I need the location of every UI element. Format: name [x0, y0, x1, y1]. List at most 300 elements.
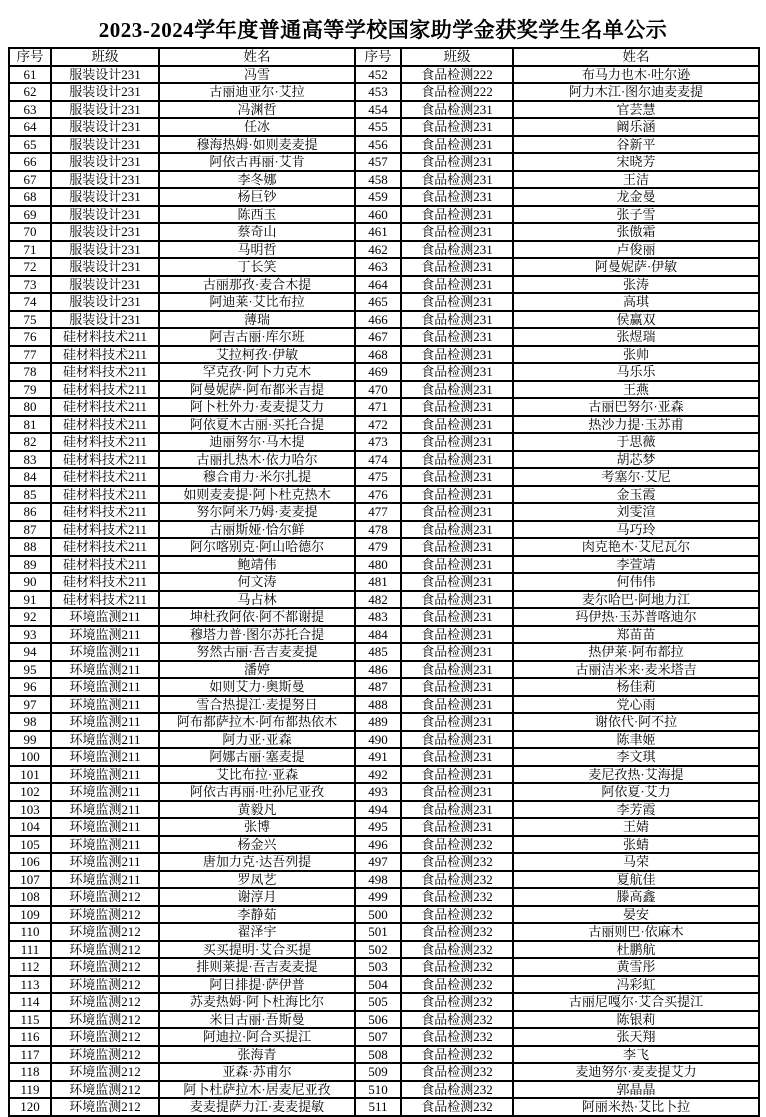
serial-cell: 489 — [355, 713, 401, 731]
serial-cell: 458 — [355, 171, 401, 189]
class-cell: 食品检测231 — [401, 328, 513, 346]
name-cell: 张蜻 — [513, 836, 759, 854]
class-cell: 环境监测212 — [51, 958, 159, 976]
serial-cell: 105 — [9, 836, 51, 854]
serial-cell: 91 — [9, 591, 51, 609]
serial-cell: 460 — [355, 206, 401, 224]
name-cell: 高琪 — [513, 293, 759, 311]
class-cell: 环境监测212 — [51, 993, 159, 1011]
name-cell: 李文琪 — [513, 748, 759, 766]
serial-cell: 455 — [355, 118, 401, 136]
class-cell: 硅材料技术211 — [51, 346, 159, 364]
name-cell: 迪丽努尔·马木提 — [159, 433, 355, 451]
class-cell: 食品检测231 — [401, 783, 513, 801]
class-cell: 食品检测231 — [401, 661, 513, 679]
column-header-class-right: 班级 — [401, 48, 513, 66]
class-cell: 服装设计231 — [51, 136, 159, 154]
class-cell: 食品检测231 — [401, 626, 513, 644]
class-cell: 食品检测231 — [401, 241, 513, 259]
table-row — [9, 573, 759, 591]
name-cell: 麦麦提萨力江·麦麦提敏 — [159, 1098, 355, 1116]
name-cell: 党心雨 — [513, 696, 759, 714]
class-cell: 环境监测212 — [51, 906, 159, 924]
class-cell: 食品检测231 — [401, 696, 513, 714]
table-row — [9, 468, 759, 486]
name-cell: 罗凤艺 — [159, 871, 355, 889]
table-row — [9, 223, 759, 241]
name-cell: 马荣 — [513, 853, 759, 871]
class-cell: 环境监测211 — [51, 608, 159, 626]
name-cell: 李冬娜 — [159, 171, 355, 189]
serial-cell: 501 — [355, 923, 401, 941]
name-cell: 杨金兴 — [159, 836, 355, 854]
class-cell: 硅材料技术211 — [51, 451, 159, 469]
name-cell: 谷新平 — [513, 136, 759, 154]
serial-cell: 475 — [355, 468, 401, 486]
page-title: 2023-2024学年度普通高等学校国家助学金获奖学生名单公示 — [98, 18, 668, 42]
table-row — [9, 258, 759, 276]
serial-cell: 70 — [9, 223, 51, 241]
name-cell: 马占林 — [159, 591, 355, 609]
class-cell: 食品检测231 — [401, 311, 513, 329]
table-row — [9, 748, 759, 766]
table-row — [9, 521, 759, 539]
serial-cell: 108 — [9, 888, 51, 906]
serial-cell: 101 — [9, 766, 51, 784]
table-row — [9, 311, 759, 329]
serial-cell: 82 — [9, 433, 51, 451]
class-cell: 环境监测211 — [51, 766, 159, 784]
name-cell: 宋晓芳 — [513, 153, 759, 171]
class-cell: 环境监测211 — [51, 643, 159, 661]
serial-cell: 90 — [9, 573, 51, 591]
name-cell: 阿力木江·图尔迪麦麦提 — [513, 83, 759, 101]
table-row — [9, 731, 759, 749]
class-cell: 食品检测232 — [401, 1028, 513, 1046]
serial-cell: 491 — [355, 748, 401, 766]
name-cell: 马乐乐 — [513, 363, 759, 381]
table-row — [9, 713, 759, 731]
class-cell: 食品检测231 — [401, 346, 513, 364]
table-row — [9, 888, 759, 906]
class-cell: 食品检测231 — [401, 801, 513, 819]
column-header-name-left: 姓名 — [159, 48, 355, 66]
name-cell: 王燕 — [513, 381, 759, 399]
name-cell: 郭晶晶 — [513, 1081, 759, 1099]
class-cell: 食品检测232 — [401, 1046, 513, 1064]
table-row — [9, 871, 759, 889]
serial-cell: 106 — [9, 853, 51, 871]
serial-cell: 504 — [355, 976, 401, 994]
class-cell: 环境监测211 — [51, 871, 159, 889]
table-row — [9, 276, 759, 294]
serial-cell: 468 — [355, 346, 401, 364]
class-cell: 食品检测231 — [401, 766, 513, 784]
serial-cell: 118 — [9, 1063, 51, 1081]
table-row — [9, 206, 759, 224]
name-cell: 李芳霞 — [513, 801, 759, 819]
scholarship-table — [8, 47, 760, 1117]
serial-cell: 454 — [355, 101, 401, 119]
name-cell: 麦迪努尔·麦麦提艾力 — [513, 1063, 759, 1081]
class-cell: 食品检测231 — [401, 468, 513, 486]
serial-cell: 498 — [355, 871, 401, 889]
table-row — [9, 993, 759, 1011]
serial-cell: 102 — [9, 783, 51, 801]
name-cell: 麦尼孜热·艾海提 — [513, 766, 759, 784]
table-row — [9, 906, 759, 924]
serial-cell: 476 — [355, 486, 401, 504]
serial-cell: 68 — [9, 188, 51, 206]
name-cell: 鲍靖伟 — [159, 556, 355, 574]
serial-cell: 92 — [9, 608, 51, 626]
class-cell: 服装设计231 — [51, 171, 159, 189]
serial-cell: 508 — [355, 1046, 401, 1064]
name-cell: 阿曼妮萨·伊敏 — [513, 258, 759, 276]
serial-cell: 471 — [355, 398, 401, 416]
table-row — [9, 101, 759, 119]
class-cell: 食品检测231 — [401, 643, 513, 661]
name-cell: 张海青 — [159, 1046, 355, 1064]
class-cell: 环境监测212 — [51, 1046, 159, 1064]
table-row — [9, 1081, 759, 1099]
serial-cell: 507 — [355, 1028, 401, 1046]
serial-cell: 98 — [9, 713, 51, 731]
class-cell: 食品检测231 — [401, 731, 513, 749]
class-cell: 环境监测212 — [51, 888, 159, 906]
serial-cell: 474 — [355, 451, 401, 469]
serial-cell: 110 — [9, 923, 51, 941]
table-row — [9, 941, 759, 959]
name-cell: 麦尔哈巴·阿地力江 — [513, 591, 759, 609]
name-cell: 亚森·苏甫尔 — [159, 1063, 355, 1081]
name-cell: 阿依古再丽·艾肯 — [159, 153, 355, 171]
serial-cell: 499 — [355, 888, 401, 906]
class-cell: 食品检测231 — [401, 101, 513, 119]
serial-cell: 466 — [355, 311, 401, 329]
serial-cell: 86 — [9, 503, 51, 521]
class-cell: 环境监测211 — [51, 713, 159, 731]
table-row — [9, 136, 759, 154]
serial-cell: 96 — [9, 678, 51, 696]
serial-cell: 84 — [9, 468, 51, 486]
serial-cell: 511 — [355, 1098, 401, 1116]
serial-cell: 76 — [9, 328, 51, 346]
serial-cell: 111 — [9, 941, 51, 959]
name-cell: 潘婷 — [159, 661, 355, 679]
column-header-name-right: 姓名 — [513, 48, 759, 66]
class-cell: 食品检测232 — [401, 923, 513, 941]
name-cell: 黄毅凡 — [159, 801, 355, 819]
serial-cell: 119 — [9, 1081, 51, 1099]
name-cell: 如则艾力·奥斯曼 — [159, 678, 355, 696]
serial-cell: 78 — [9, 363, 51, 381]
class-cell: 环境监测212 — [51, 941, 159, 959]
name-cell: 陈聿姬 — [513, 731, 759, 749]
class-cell: 硅材料技术211 — [51, 328, 159, 346]
class-cell: 食品检测231 — [401, 591, 513, 609]
name-cell: 刘雯渲 — [513, 503, 759, 521]
serial-cell: 485 — [355, 643, 401, 661]
name-cell: 张天翔 — [513, 1028, 759, 1046]
table-row — [9, 1063, 759, 1081]
name-cell: 阚乐涵 — [513, 118, 759, 136]
class-cell: 服装设计231 — [51, 153, 159, 171]
name-cell: 卢俊丽 — [513, 241, 759, 259]
serial-cell: 113 — [9, 976, 51, 994]
serial-cell: 464 — [355, 276, 401, 294]
serial-cell: 61 — [9, 66, 51, 84]
header-row — [9, 48, 759, 66]
table-row — [9, 416, 759, 434]
table-row — [9, 381, 759, 399]
class-cell: 食品检测231 — [401, 748, 513, 766]
table-row — [9, 783, 759, 801]
serial-cell: 117 — [9, 1046, 51, 1064]
name-cell: 晏安 — [513, 906, 759, 924]
class-cell: 食品检测231 — [401, 293, 513, 311]
table-row — [9, 556, 759, 574]
serial-cell: 74 — [9, 293, 51, 311]
class-cell: 环境监测211 — [51, 783, 159, 801]
serial-cell: 477 — [355, 503, 401, 521]
table-row — [9, 503, 759, 521]
serial-cell: 509 — [355, 1063, 401, 1081]
class-cell: 环境监测211 — [51, 748, 159, 766]
class-cell: 环境监测212 — [51, 923, 159, 941]
class-cell: 食品检测232 — [401, 993, 513, 1011]
table-row — [9, 328, 759, 346]
class-cell: 服装设计231 — [51, 223, 159, 241]
name-cell: 丁长笑 — [159, 258, 355, 276]
serial-cell: 496 — [355, 836, 401, 854]
class-cell: 环境监测211 — [51, 853, 159, 871]
class-cell: 食品检测231 — [401, 381, 513, 399]
serial-cell: 79 — [9, 381, 51, 399]
class-cell: 硅材料技术211 — [51, 521, 159, 539]
table-row — [9, 836, 759, 854]
serial-cell: 83 — [9, 451, 51, 469]
name-cell: 雪合热提江·麦提努日 — [159, 696, 355, 714]
serial-cell: 104 — [9, 818, 51, 836]
class-cell: 环境监测211 — [51, 836, 159, 854]
name-cell: 杨佳莉 — [513, 678, 759, 696]
serial-cell: 462 — [355, 241, 401, 259]
name-cell: 阿尔喀别克·阿山哈德尔 — [159, 538, 355, 556]
table-row — [9, 1098, 759, 1116]
name-cell: 李飞 — [513, 1046, 759, 1064]
name-cell: 古丽巴努尔·亚森 — [513, 398, 759, 416]
class-cell: 食品检测232 — [401, 941, 513, 959]
class-cell: 食品检测232 — [401, 836, 513, 854]
class-cell: 食品检测222 — [401, 66, 513, 84]
name-cell: 官芸慧 — [513, 101, 759, 119]
name-cell: 坤杜孜阿依·阿不都谢提 — [159, 608, 355, 626]
table-row — [9, 661, 759, 679]
serial-cell: 493 — [355, 783, 401, 801]
table-row — [9, 363, 759, 381]
name-cell: 马明哲 — [159, 241, 355, 259]
serial-cell: 69 — [9, 206, 51, 224]
name-cell: 张博 — [159, 818, 355, 836]
class-cell: 环境监测211 — [51, 818, 159, 836]
name-cell: 古丽扎热木·依力哈尔 — [159, 451, 355, 469]
name-cell: 热伊莱·阿布都拉 — [513, 643, 759, 661]
serial-cell: 114 — [9, 993, 51, 1011]
table-body — [9, 66, 759, 1116]
serial-cell: 95 — [9, 661, 51, 679]
class-cell: 环境监测212 — [51, 976, 159, 994]
class-cell: 食品检测231 — [401, 363, 513, 381]
class-cell: 食品检测231 — [401, 538, 513, 556]
name-cell: 王洁 — [513, 171, 759, 189]
serial-cell: 88 — [9, 538, 51, 556]
class-cell: 环境监测211 — [51, 696, 159, 714]
name-cell: 冯雪 — [159, 66, 355, 84]
serial-cell: 112 — [9, 958, 51, 976]
serial-cell: 472 — [355, 416, 401, 434]
serial-cell: 66 — [9, 153, 51, 171]
class-cell: 环境监测211 — [51, 626, 159, 644]
name-cell: 夏航佳 — [513, 871, 759, 889]
class-cell: 环境监测211 — [51, 661, 159, 679]
table-row — [9, 433, 759, 451]
class-cell: 食品检测231 — [401, 573, 513, 591]
column-header-class-left: 班级 — [51, 48, 159, 66]
name-cell: 排则莱提·吾吉麦麦提 — [159, 958, 355, 976]
class-cell: 食品检测231 — [401, 713, 513, 731]
table-row — [9, 293, 759, 311]
name-cell: 古丽洁米来·麦米塔吉 — [513, 661, 759, 679]
table-row — [9, 696, 759, 714]
serial-cell: 89 — [9, 556, 51, 574]
name-cell: 郑苗苗 — [513, 626, 759, 644]
serial-cell: 62 — [9, 83, 51, 101]
table-row — [9, 346, 759, 364]
name-cell: 张涛 — [513, 276, 759, 294]
table-row — [9, 766, 759, 784]
name-cell: 热沙力提·玉苏甫 — [513, 416, 759, 434]
name-cell: 阿力亚·亚森 — [159, 731, 355, 749]
table-row — [9, 66, 759, 84]
table-row — [9, 241, 759, 259]
serial-cell: 456 — [355, 136, 401, 154]
class-cell: 食品检测231 — [401, 451, 513, 469]
serial-cell: 492 — [355, 766, 401, 784]
table-row — [9, 188, 759, 206]
name-cell: 任冰 — [159, 118, 355, 136]
serial-cell: 97 — [9, 696, 51, 714]
serial-cell: 465 — [355, 293, 401, 311]
name-cell: 古丽则巴·依麻木 — [513, 923, 759, 941]
serial-cell: 93 — [9, 626, 51, 644]
name-cell: 阿吉古丽·库尔班 — [159, 328, 355, 346]
name-cell: 阿娜古丽·塞麦提 — [159, 748, 355, 766]
name-cell: 滕高鑫 — [513, 888, 759, 906]
table-row — [9, 398, 759, 416]
class-cell: 硅材料技术211 — [51, 573, 159, 591]
table-row — [9, 538, 759, 556]
name-cell: 陈西玉 — [159, 206, 355, 224]
class-cell: 环境监测212 — [51, 1063, 159, 1081]
column-header-serial-left: 序号 — [9, 48, 51, 66]
name-cell: 谢淳月 — [159, 888, 355, 906]
name-cell: 穆海热姆·如则麦麦提 — [159, 136, 355, 154]
serial-cell: 452 — [355, 66, 401, 84]
name-cell: 陈银莉 — [513, 1011, 759, 1029]
class-cell: 食品检测232 — [401, 976, 513, 994]
serial-cell: 494 — [355, 801, 401, 819]
name-cell: 玛伊热·玉苏普喀迪尔 — [513, 608, 759, 626]
name-cell: 杨巨钞 — [159, 188, 355, 206]
name-cell: 阿迪莱·艾比布拉 — [159, 293, 355, 311]
name-cell: 肉克艳木·艾尼瓦尔 — [513, 538, 759, 556]
class-cell: 食品检测231 — [401, 223, 513, 241]
name-cell: 张子雪 — [513, 206, 759, 224]
name-cell: 阿日排提·萨伊普 — [159, 976, 355, 994]
serial-cell: 503 — [355, 958, 401, 976]
class-cell: 食品检测231 — [401, 276, 513, 294]
class-cell: 食品检测231 — [401, 188, 513, 206]
serial-cell: 100 — [9, 748, 51, 766]
name-cell: 侯赢双 — [513, 311, 759, 329]
name-cell: 阿卜杜外力·麦麦提艾力 — [159, 398, 355, 416]
class-cell: 服装设计231 — [51, 293, 159, 311]
serial-cell: 64 — [9, 118, 51, 136]
name-cell: 古丽那孜·麦合木提 — [159, 276, 355, 294]
serial-cell: 500 — [355, 906, 401, 924]
table-row — [9, 818, 759, 836]
name-cell: 阿曼妮萨·阿布都米吉提 — [159, 381, 355, 399]
class-cell: 环境监测212 — [51, 1081, 159, 1099]
class-cell: 硅材料技术211 — [51, 591, 159, 609]
serial-cell: 107 — [9, 871, 51, 889]
class-cell: 食品检测231 — [401, 398, 513, 416]
serial-cell: 77 — [9, 346, 51, 364]
serial-cell: 495 — [355, 818, 401, 836]
name-cell: 何伟伟 — [513, 573, 759, 591]
serial-cell: 116 — [9, 1028, 51, 1046]
name-cell: 谢依代·阿不拉 — [513, 713, 759, 731]
class-cell: 环境监测211 — [51, 731, 159, 749]
table-row — [9, 976, 759, 994]
class-cell: 食品检测232 — [401, 1098, 513, 1116]
name-cell: 阿依古再丽·吐孙尼亚孜 — [159, 783, 355, 801]
class-cell: 服装设计231 — [51, 118, 159, 136]
serial-cell: 65 — [9, 136, 51, 154]
table-row — [9, 1046, 759, 1064]
table-row — [9, 171, 759, 189]
name-cell: 张傲霜 — [513, 223, 759, 241]
name-cell: 古丽斯娅·恰尔鲜 — [159, 521, 355, 539]
table-row — [9, 486, 759, 504]
serial-cell: 478 — [355, 521, 401, 539]
name-cell: 考塞尔·艾尼 — [513, 468, 759, 486]
class-cell: 食品检测231 — [401, 416, 513, 434]
name-cell: 穆合甫力·米尔扎提 — [159, 468, 355, 486]
serial-cell: 81 — [9, 416, 51, 434]
class-cell: 食品检测231 — [401, 556, 513, 574]
class-cell: 服装设计231 — [51, 241, 159, 259]
name-cell: 蔡奇山 — [159, 223, 355, 241]
name-cell: 布马力也木·吐尔逊 — [513, 66, 759, 84]
serial-cell: 469 — [355, 363, 401, 381]
class-cell: 环境监测212 — [51, 1098, 159, 1116]
class-cell: 服装设计231 — [51, 101, 159, 119]
class-cell: 硅材料技术211 — [51, 398, 159, 416]
name-cell: 努然古丽·吾吉麦麦提 — [159, 643, 355, 661]
table-row — [9, 801, 759, 819]
